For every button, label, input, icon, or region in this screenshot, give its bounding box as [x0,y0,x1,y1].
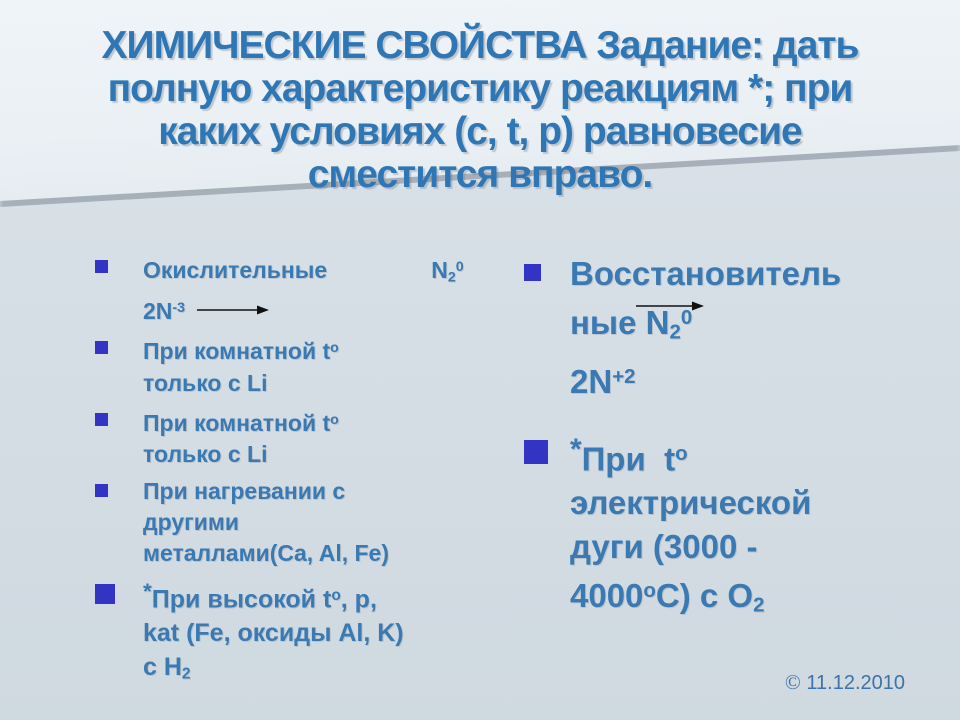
superscript: o [675,442,688,465]
text-line [143,405,490,439]
text-segment: C) с O [655,577,754,615]
right-bullet-column [524,252,944,652]
title-line: сместится вправо. [307,153,653,196]
bullet-text [570,428,944,628]
superscript: o [330,411,339,428]
text-line [143,333,490,367]
bullet-square-icon [524,440,548,464]
text-line [143,507,490,538]
text-segment: с H [143,653,182,682]
bullet-item-high-temp-pressure-catalyst [95,575,490,692]
text-segment: только с Li [143,369,268,396]
date-text: 11.12.2010 [806,672,905,694]
text-segment: N [431,257,448,284]
bullet-text [143,476,490,569]
text-segment: При комнатной t [143,409,331,436]
copyright-symbol: © [784,670,801,694]
text-segment: Окислительные [143,257,328,284]
text-line [570,428,944,481]
subscript: 2 [753,593,765,617]
bullet-item-room-temp-li-1 [95,333,490,398]
title-line: каких условиях (c, t, p) равновесие [158,110,802,153]
text-segment: 2N [143,298,173,325]
bullet-square-icon [95,484,108,497]
superscript: 0 [455,259,464,275]
text-line [570,252,944,296]
text-line [570,355,944,404]
text-segment: Восстановитель [570,255,842,292]
bullet-text [570,252,944,404]
asterisk-marker: * [570,432,582,466]
text-line [570,296,944,355]
text-line [143,616,490,650]
text-line [143,293,490,327]
reaction-arrow-icon [197,303,269,317]
text-segment: При t [581,440,676,478]
bullet-item-electric-arc [524,428,944,628]
bullet-item-heating-other-metals [95,476,490,569]
text-segment: 2N [570,362,613,400]
bullet-square-icon [95,584,115,604]
text-segment: дуги (3000 - [570,528,758,566]
superscript: o [331,586,341,604]
text-segment: только с Li [143,440,268,467]
text-segment: При высокой t [151,585,332,614]
text-line [143,252,490,293]
text-segment: При комнатной t [143,338,331,365]
bullet-text [143,405,490,470]
superscript: +2 [612,364,636,388]
superscript: 0 [680,306,693,329]
bullet-text [143,252,490,327]
text-line [143,368,490,399]
text-line [143,476,490,507]
superscript: -3 [172,300,186,317]
left-bullet-column [95,252,490,698]
text-line [570,525,944,569]
subscript: 2 [181,665,191,683]
text-segment: другими [143,508,240,535]
copyright-date [785,670,905,695]
bullet-square-icon [95,260,108,273]
bullet-text [143,575,490,692]
bullet-square-icon [95,341,108,354]
subscript: 2 [669,320,681,344]
text-segment: металлами(Ca, Al, Fe) [143,539,389,566]
text-segment: При нагревании с [143,477,346,504]
slide-title [30,24,930,196]
reaction-arrow-icon [636,299,704,313]
subscript: 2 [447,269,456,286]
bullet-item-oxidizing-properties [95,252,490,327]
title-line: полную характеристику реакциям *; при [107,67,853,110]
text-line [570,481,944,525]
text-line [143,650,490,691]
asterisk-marker: * [143,578,152,604]
text-segment: электрической [570,484,812,522]
bullet-square-icon [524,264,541,281]
text-line [570,569,944,628]
bullet-text [143,333,490,398]
bullet-item-reducing-properties [524,252,944,404]
text-segment: ные N [570,304,670,342]
superscript: o [643,579,656,603]
superscript: o [330,340,339,357]
bullet-square-icon [95,413,108,426]
text-segment: 4000 [570,577,644,615]
text-segment: , p, [340,585,377,614]
text-segment: kat (Fe, оксиды Al, K) [143,619,404,648]
title-line: ХИМИЧЕСКИЕ СВОЙСТВА Задание: дать [101,24,859,67]
text-line [143,575,490,617]
text-line [143,439,490,470]
text-line [143,538,490,569]
bullet-item-room-temp-li-2 [95,405,490,470]
